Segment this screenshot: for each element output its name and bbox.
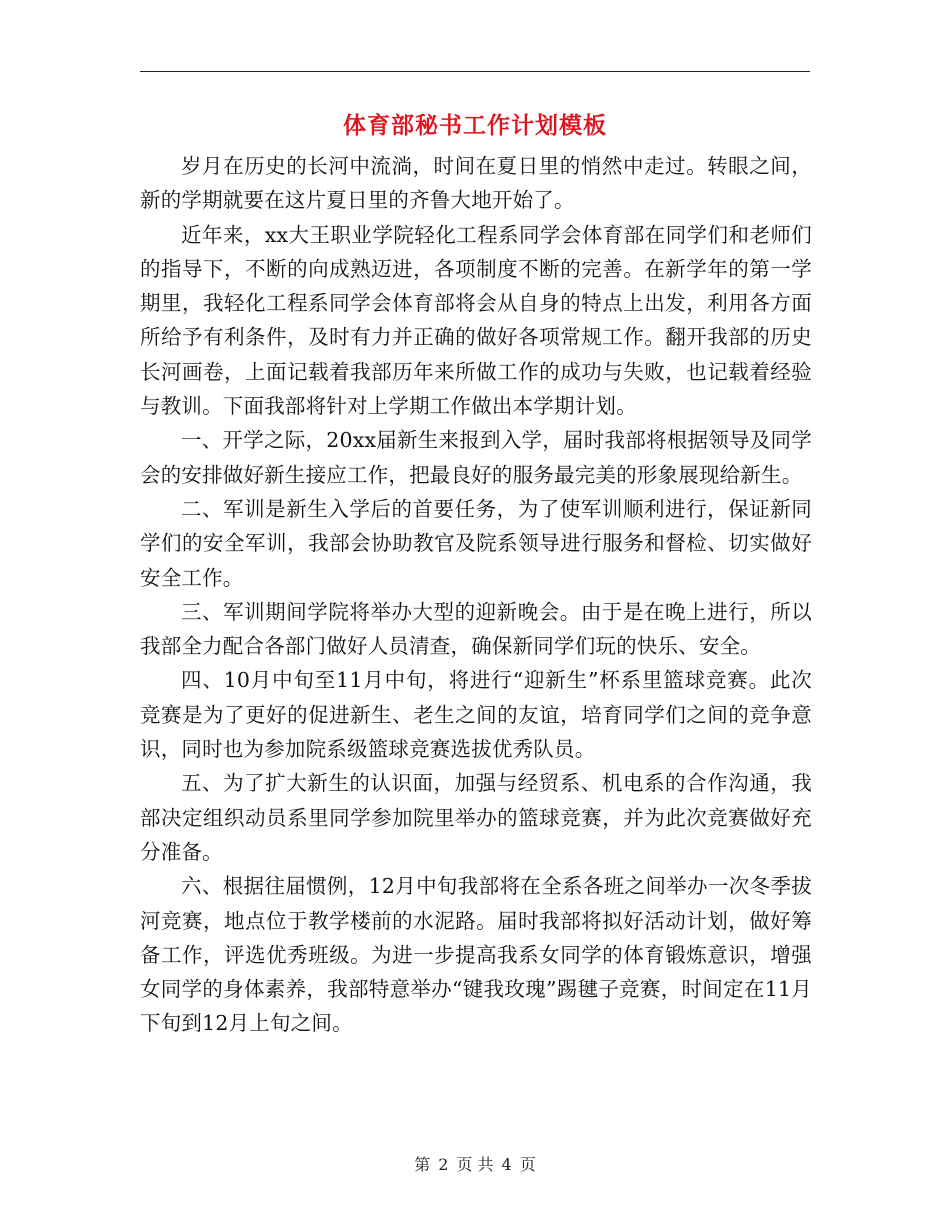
footer-middle: 页 共 (456, 1155, 494, 1174)
document-body (140, 149, 812, 1041)
paragraph-background: 近年来，xx大王职业学院轻化工程系同学会体育部在同学们和老师们的指导下，不断的向成熟迈进，各项制度不断的完善。在新学年的第一学期里，我轻化工程系同学会体育部将会从自身的特点上出发，利用各方面所给予有利条件，及时有力并正确的做好各项常规工作。翻开我部的历史长河画卷，上面记载着我部历年来所做工作的成功与失败，也记载着经验与教训。下面我部将针对上学期工作做出本学期计划。 (140, 222, 812, 419)
header-rule (140, 71, 810, 72)
footer-prefix: 第 (414, 1155, 431, 1174)
document-title: 体育部秘书工作计划模板 (343, 112, 607, 139)
paragraph-item-2: 二、军训是新生入学后的首要任务，为了使军训顺利进行，保证新同学们的安全军训，我部会协助教官及院系领导进行服务和督检、切实做好安全工作。 (140, 496, 812, 590)
paragraph-item-3: 三、军训期间学院将举办大型的迎新晚会。由于是在晚上进行，所以我部全力配合各部门做好人员清查，确保新同学们玩的快乐、安全。 (140, 599, 812, 659)
page-footer (0, 1153, 950, 1177)
paragraph-item-1: 一、开学之际，20xx届新生来报到入学，届时我部将根据领导及同学会的安排做好新生接应工作，把最良好的服务最完美的形象展现给新生。 (140, 428, 812, 487)
paragraph-item-6: 六、根据往届惯例，12月中旬我部将在全系各班之间举办一次冬季拔河竞赛，地点位于教学楼前的水泥路。届时我部将拟好活动计划，做好筹备工作，评选优秀班级。为进一步提高我系女同学的体育锻炼意识，增强女同学的身体素养，我部特意举办“键我玫瑰”踢毽子竞赛，时间定在11月下旬到12月上旬之间。 (140, 874, 812, 1036)
footer-suffix: 页 (519, 1155, 536, 1174)
footer-total-pages: 4 (501, 1155, 512, 1174)
footer-page-number: 2 (438, 1155, 449, 1174)
paragraph-intro: 岁月在历史的长河中流淌，时间在夏日里的悄然中走过。转眼之间，新的学期就要在这片夏日里的齐鲁大地开始了。 (140, 154, 812, 213)
paragraph-item-4: 四、10月中旬至11月中旬，将进行“迎新生”杯系里篮球竞赛。此次竞赛是为了更好的促进新生、老生之间的友谊，培育同学们之间的竞争意识，同时也为参加院系级篮球竞赛选拔优秀队员。 (140, 668, 812, 762)
paragraph-item-5: 五、为了扩大新生的认识面，加强与经贸系、机电系的合作沟通，我部决定组织动员系里同学参加院里举办的篮球竞赛，并为此次竞赛做好充分准备。 (140, 771, 812, 864)
